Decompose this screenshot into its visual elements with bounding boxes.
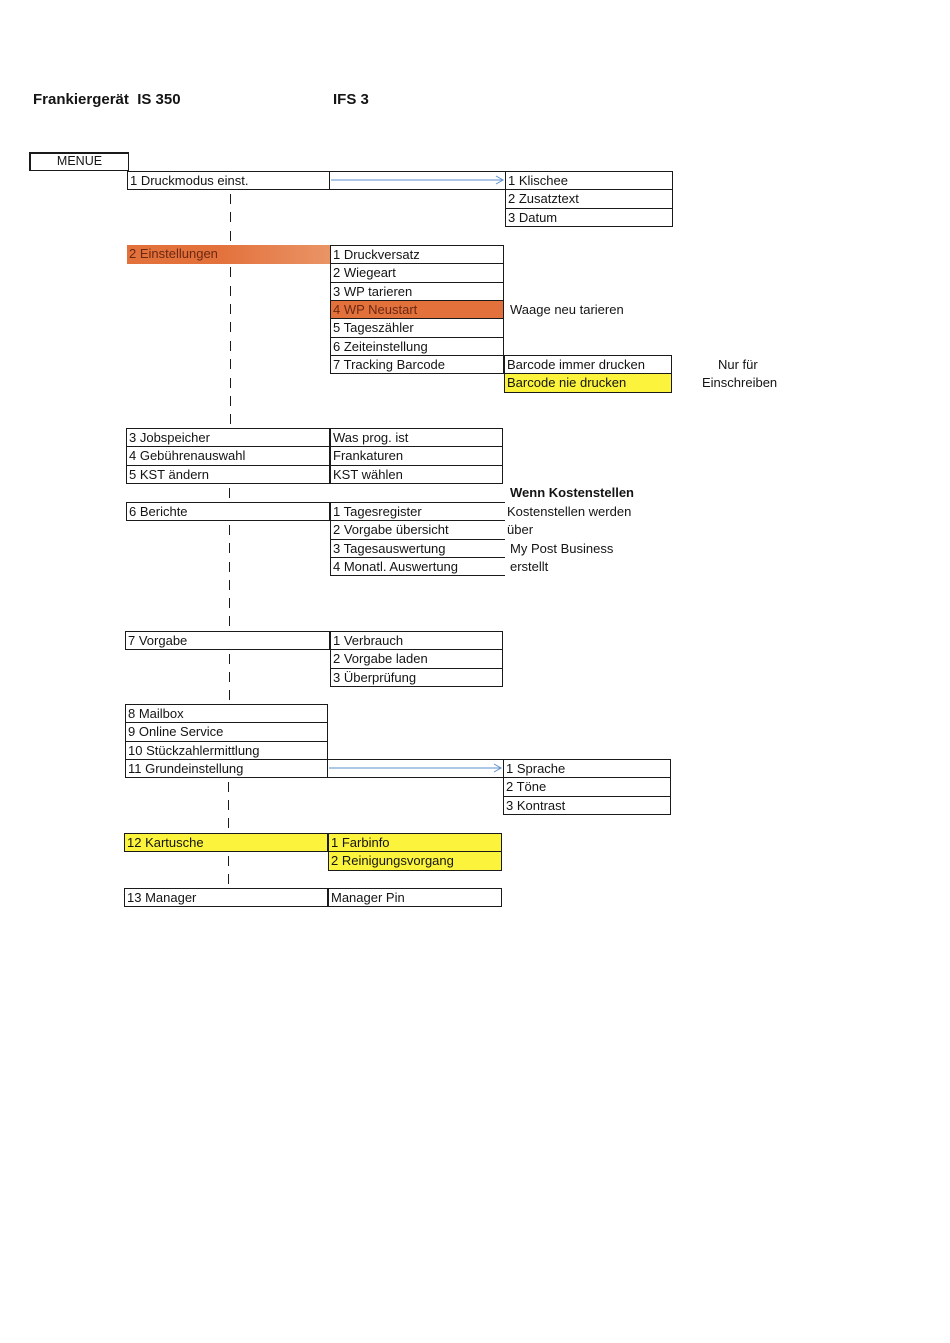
submenu-item-kst-waehlen: KST wählen (330, 466, 503, 484)
einschreiben-note-line-2: Einschreiben (702, 375, 778, 390)
connector-line (230, 359, 231, 369)
menu-item-jobspeicher: 3 Jobspeicher (126, 429, 330, 447)
submenu-item-sprache: 1 Sprache (503, 760, 671, 778)
connector-line (230, 341, 231, 351)
connector-line (230, 304, 231, 314)
connector-line (230, 194, 231, 204)
connector-line (229, 562, 230, 572)
connector-line (230, 414, 231, 424)
connector-line (228, 800, 229, 810)
menu-item-kartusche: 12 Kartusche (124, 834, 328, 852)
connector-line (229, 543, 230, 553)
kartusche-submenu (328, 833, 502, 871)
submenu-item-was-prog-ist: Was prog. ist (330, 429, 503, 447)
submenu-item-manager-pin: Manager Pin (328, 889, 502, 907)
connector-line (229, 580, 230, 590)
connector-line (230, 231, 231, 241)
menu-item-grundeinstellung: 11 Grundeinstellung (125, 760, 328, 778)
berichte-submenu (330, 502, 505, 576)
connector-line (228, 856, 229, 866)
submenu-item-frankaturen: Frankaturen (330, 447, 503, 465)
berichte-group (126, 502, 330, 521)
kostenstellen-note-title: Wenn Kostenstellen (510, 485, 635, 500)
barcode-option-nie: Barcode nie drucken (504, 374, 672, 392)
connector-line (229, 616, 230, 626)
druckmodus-group (127, 171, 330, 190)
connector-line (229, 525, 230, 535)
kartusche-group (124, 833, 328, 852)
menu-item-stueckzahlermittlung: 10 Stückzahlermittlung (125, 742, 328, 760)
connector-line (229, 672, 230, 682)
menu-root-box (29, 152, 129, 171)
submenu-item-wp-neustart: 4 WP Neustart (330, 301, 504, 319)
connector-line (228, 818, 229, 828)
submenu-item-ueberpruefung: 3 Überprüfung (330, 669, 503, 687)
arrow-right-icon (330, 172, 505, 189)
submenu-item-tageszaehler: 5 Tageszähler (330, 319, 504, 337)
kostenstellen-note-line-2: über (507, 522, 534, 537)
submenu-item-tagesauswertung: 3 Tagesauswertung (330, 540, 505, 558)
jobs-submenu (330, 428, 503, 484)
submenu-item-tracking-barcode: 7 Tracking Barcode (330, 356, 504, 374)
grundeinstellung-arrow-cell (328, 759, 503, 778)
barcode-option-immer: Barcode immer drucken (504, 356, 672, 374)
connector-line (229, 598, 230, 608)
submenu-item-zusatztext: 2 Zusatztext (505, 190, 673, 208)
menu-item-mailbox: 8 Mailbox (125, 705, 328, 723)
vorgabe-group (125, 631, 330, 650)
connector-line (228, 782, 229, 792)
jobs-group (126, 428, 330, 484)
connector-line (230, 396, 231, 406)
menu-item-berichte: 6 Berichte (126, 503, 330, 521)
document-title: Frankiergerät IS 350 (33, 91, 181, 108)
submenu-item-reinigungsvorgang: 2 Reinigungsvorgang (328, 852, 502, 870)
menu-item-online-service: 9 Online Service (125, 723, 328, 741)
submenu-item-wp-tarieren: 3 WP tarieren (330, 283, 504, 301)
submenu-item-tagesregister: 1 Tagesregister (330, 503, 505, 521)
grundeinstellung-submenu (503, 759, 671, 815)
submenu-item-verbrauch: 1 Verbrauch (330, 632, 503, 650)
connector-line (229, 690, 230, 700)
submenu-item-vorgabe-laden: 2 Vorgabe laden (330, 650, 503, 668)
menu-item-kst-aendern: 5 KST ändern (126, 466, 330, 484)
menu-item-vorgabe: 7 Vorgabe (125, 632, 330, 650)
connector-line (230, 378, 231, 388)
kostenstellen-note-line-4: erstellt (510, 559, 549, 574)
druckmodus-submenu (505, 171, 673, 227)
manager-group (124, 888, 328, 907)
menu-item-manager: 13 Manager (124, 889, 328, 907)
connector-line (228, 874, 229, 884)
misc-group (125, 704, 328, 778)
einstellungen-submenu (330, 245, 504, 374)
submenu-item-kontrast: 3 Kontrast (503, 797, 671, 815)
submenu-item-klischee: 1 Klischee (505, 172, 673, 190)
menu-item-gebuehrenauswahl: 4 Gebührenauswahl (126, 447, 330, 465)
kostenstellen-note-line-1: Kostenstellen werden (507, 504, 632, 519)
connector-line (229, 654, 230, 664)
submenu-item-wiegeart: 2 Wiegeart (330, 264, 504, 282)
connector-line (230, 267, 231, 277)
submenu-item-datum: 3 Datum (505, 209, 673, 227)
druckmodus-arrow-cell (330, 171, 505, 190)
connector-line (230, 322, 231, 332)
submenu-item-vorgabe-uebersicht: 2 Vorgabe übersicht (330, 521, 505, 539)
manager-submenu (328, 888, 502, 907)
barcode-options (504, 355, 672, 393)
model-label: IFS 3 (333, 91, 369, 108)
menu-item-druckmodus: 1 Druckmodus einst. (127, 172, 330, 190)
arrow-right-icon (328, 760, 503, 777)
connector-line (229, 488, 230, 498)
einschreiben-note-line-1: Nur für (718, 357, 758, 372)
wp-neustart-note: Waage neu tarieren (510, 302, 624, 317)
submenu-item-toene: 2 Töne (503, 778, 671, 796)
connector-line (230, 212, 231, 222)
menu-item-einstellungen: 2 Einstellungen (127, 245, 330, 264)
vorgabe-submenu (330, 631, 503, 687)
kostenstellen-note-line-3: My Post Business (510, 541, 614, 556)
submenu-item-zeiteinstellung: 6 Zeiteinstellung (330, 338, 504, 356)
submenu-item-farbinfo: 1 Farbinfo (328, 834, 502, 852)
submenu-item-monatl-auswertung: 4 Monatl. Auswertung (330, 558, 505, 576)
menu-root-label: MENUE (56, 154, 103, 168)
submenu-item-druckversatz: 1 Druckversatz (330, 246, 504, 264)
connector-line (230, 286, 231, 296)
